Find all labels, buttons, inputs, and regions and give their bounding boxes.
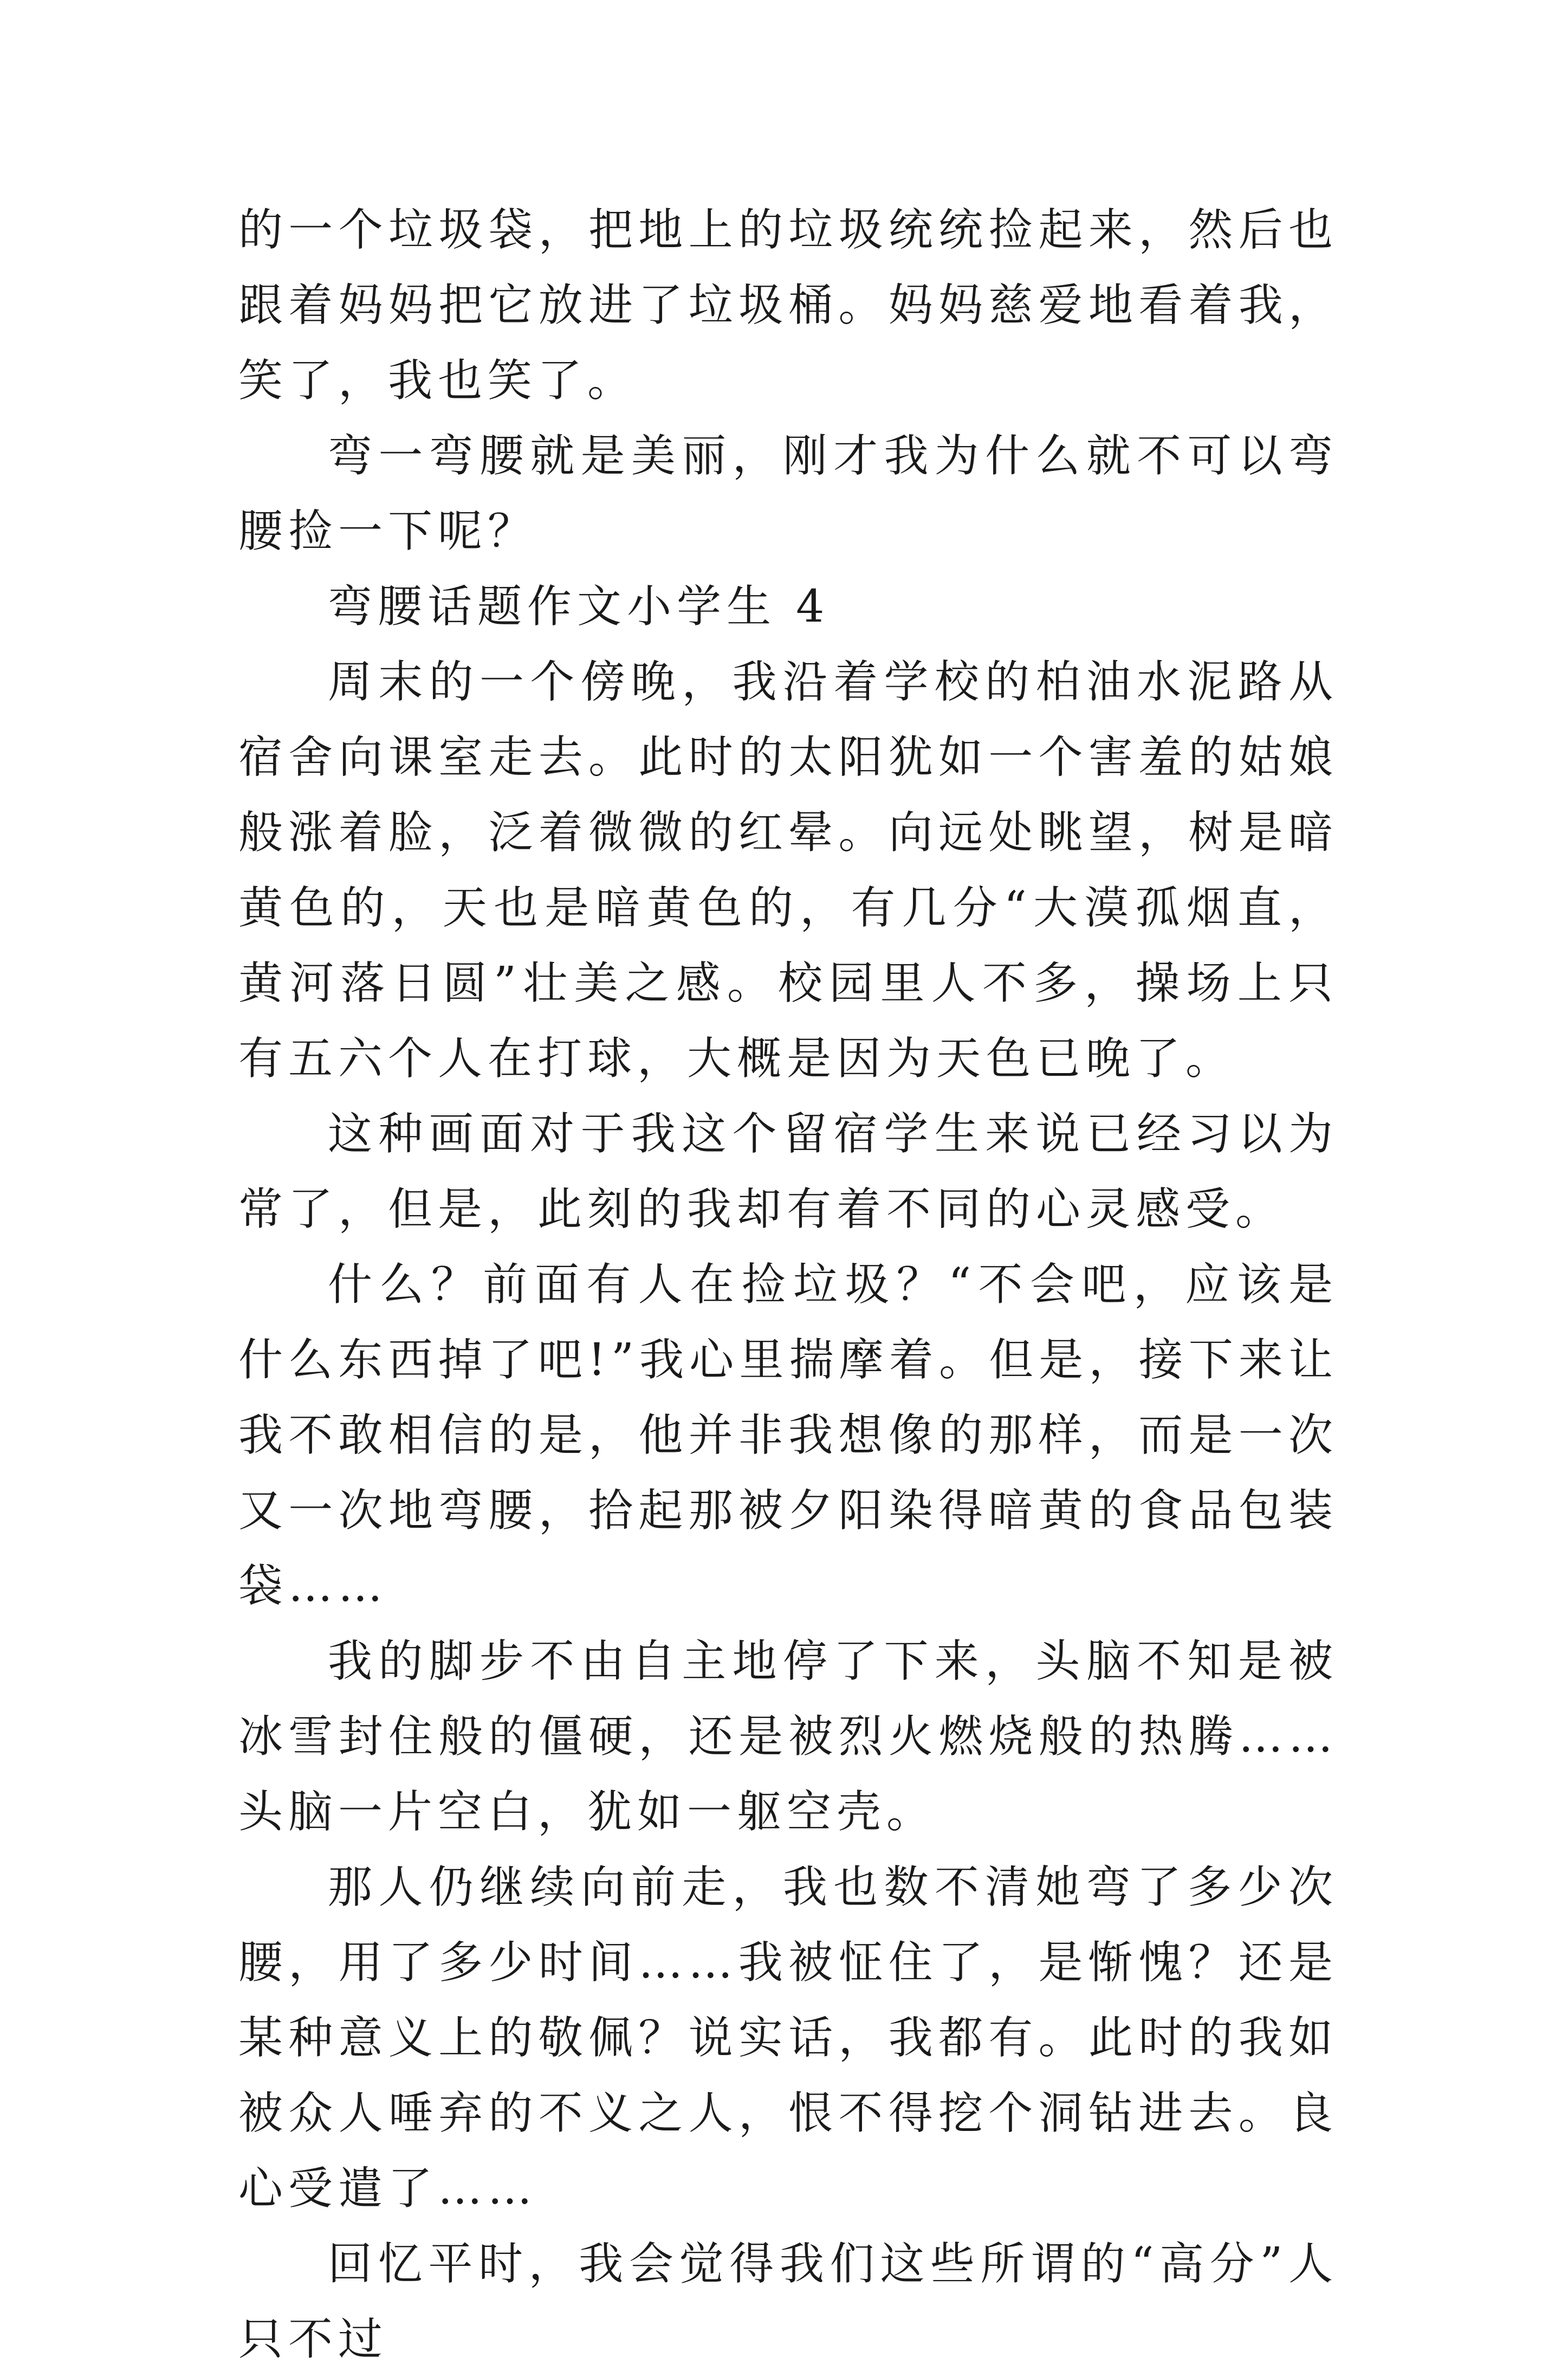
paragraph-evening-scene: 周末的一个傍晚，我沿着学校的柏油水泥路从宿舍向课室走去。此时的太阳犹如一个害羞的姑娘般涨着脸，泛着微微的红晕。向远处眺望，树是暗黄色的，天也是暗黄色的，有几分“大漠孤烟直，黄河落日圆”壮美之感。校园里人不多，操场上只有五六个人在打球，大概是因为天色已晚了。 [238,656,1338,1084]
document-body [238,192,1338,2377]
paragraph-reflection: 弯一弯腰就是美丽，刚才我为什么就不可以弯腰捡一下呢？ [238,430,1338,557]
paragraph-picking-litter: 什么？前面有人在捡垃圾？“不会吧，应该是什么东西掉了吧!”我心里揣摩着。但是，接下来让我不敢相信的是，他并非我想像的那样，而是一次又一次地弯腰，拾起那被夕阳染得暗黄的食品包装袋…… [238,1259,1338,1612]
paragraph-recall: 回忆平时，我会觉得我们这些所谓的“高分”人只不过 [238,2238,1338,2365]
paragraph-ashamed: 那人仍继续向前走，我也数不清她弯了多少次腰，用了多少时间……我被怔住了，是惭愧？还是某种意义上的敬佩？说实话，我都有。此时的我如被众人唾弃的不义之人，恨不得挖个洞钻进去。良心受遣了…… [238,1862,1338,2214]
paragraph-feeling: 这种画面对于我这个留宿学生来说已经习以为常了，但是，此刻的我却有着不同的心灵感受。 [238,1108,1338,1235]
paragraph-stopped: 我的脚步不由自主地停了下来，头脑不知是被冰雪封住般的僵硬，还是被烈火燃烧般的热腾……头脑一片空白，犹如一躯空壳。 [238,1636,1338,1838]
paragraph-continuation: 的一个垃圾袋，把地上的垃圾统统捡起来，然后也跟着妈妈把它放进了垃圾桶。妈妈慈爱地看着我，笑了，我也笑了。 [238,204,1338,406]
essay-heading: 弯腰话题作文小学生 4 [328,581,830,632]
